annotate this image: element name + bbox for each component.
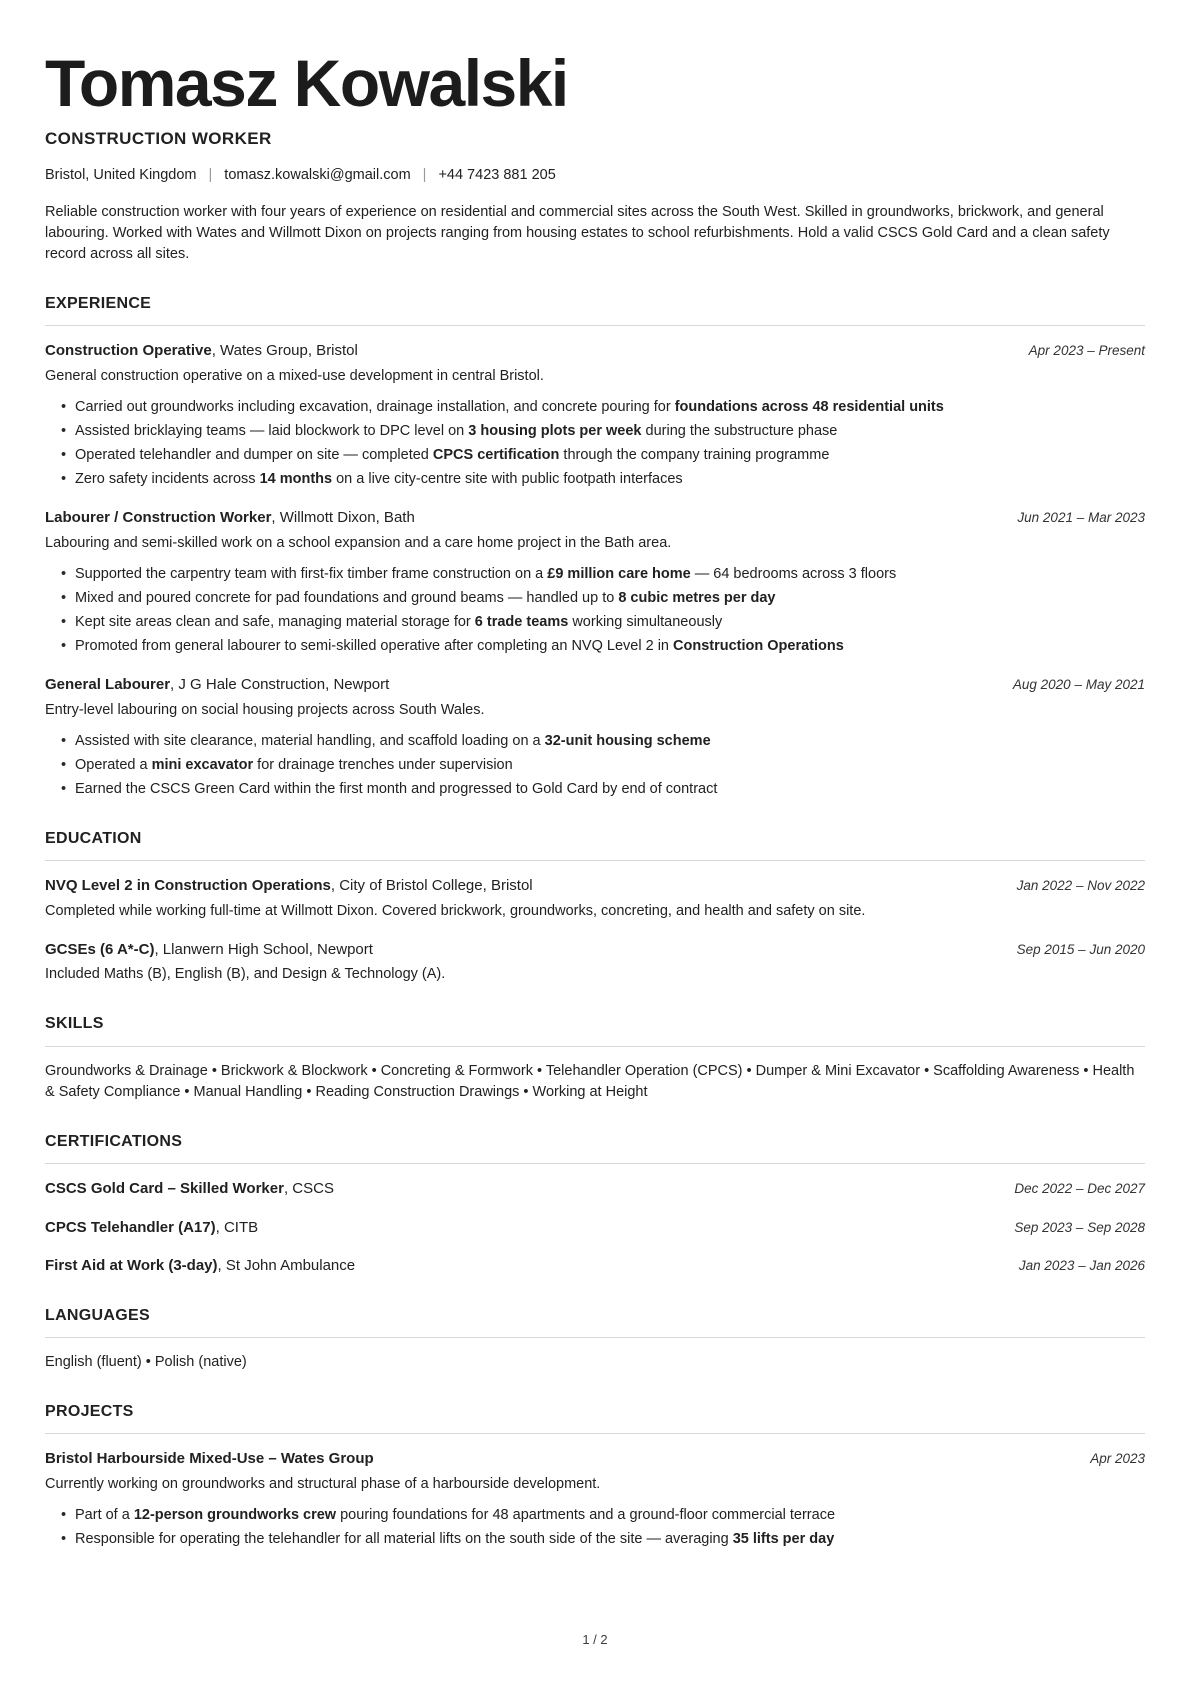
- entry-header: [45, 1255, 1145, 1277]
- entry-date: Sep 2015 – Jun 2020: [1016, 941, 1145, 957]
- entry-header: [45, 1217, 1145, 1239]
- summary-paragraph: Reliable construction worker with four years of experience on residential and commercial sites across the South West. Skilled in groundworks, brickwork, and general labouring. Worked with Wates and Willmott Dixon on projects ranging from housing estates to school refurbishments. Hold a valid CSCS Gold Card and a clean safety record across all sites.: [45, 203, 1110, 262]
- page-number: 1 / 2: [582, 1632, 608, 1648]
- bullet-item: • Assisted with site clearance, material handling, and scaffold loading on a 32-unit housing scheme: [45, 731, 1145, 752]
- experience-entry: [45, 507, 1145, 657]
- entry-description: Completed while working full-time at Willmott Dixon. Covered brickwork, groundworks, concreting, and health and safety on site.: [45, 902, 866, 919]
- entry-description: Currently working on groundworks and structural phase of a harbourside development.: [45, 1476, 601, 1493]
- person-name: Tomasz Kowalski: [45, 46, 568, 120]
- entry-title: [45, 1448, 374, 1470]
- entry-title-bold: Labourer / Construction Worker: [45, 509, 272, 527]
- contact-line: [45, 165, 1145, 186]
- section-heading-languages: LANGUAGES: [45, 1304, 1145, 1338]
- entry-header: [45, 507, 1145, 529]
- languages-list: English (fluent) • Polish (native): [45, 1354, 247, 1371]
- entry-bullet-list: [45, 564, 1145, 657]
- bullet-item: • Kept site areas clean and safe, managing material storage for 6 trade teams working simultaneously: [45, 612, 1145, 633]
- section-languages: [45, 1304, 1145, 1373]
- entry-title-bold: CPCS Telehandler (A17): [45, 1218, 216, 1236]
- skills-list: Groundworks & Drainage • Brickwork & Blockwork • Concreting & Formwork • Telehandler Operation (CPCS) • Dumper & Mini Excavator • Scaffolding Awareness • Health & Safety Compliance • Manual Handling • Reading Construction Drawings • Working at Height: [45, 1062, 1135, 1100]
- contact-email: tomasz.kowalski@gmail.com: [224, 166, 411, 183]
- entry-header: [45, 875, 1145, 897]
- experience-entry: [45, 674, 1145, 800]
- bullet-item: • Carried out groundworks including excavation, drainage installation, and concrete pouring for foundations across 48 residential units: [45, 397, 1145, 418]
- section-certifications: [45, 1130, 1145, 1277]
- section-experience: [45, 292, 1145, 800]
- entry-title: GCSEs (6 A*-C), Llanwern High School, Newport: [45, 940, 373, 958]
- entry-bullet-list: [45, 397, 1145, 490]
- bullet-item: • Earned the CSCS Green Card within the first month and progressed to Gold Card by end of contract: [45, 779, 1145, 800]
- bullet-item: • Promoted from general labourer to semi-skilled operative after completing an NVQ Level 2 in Construction Operations: [45, 636, 1145, 657]
- section-heading-projects: PROJECTS: [45, 1400, 1145, 1434]
- section-skills: [45, 1012, 1145, 1102]
- entry-title-bold: Bristol Harbourside Mixed-Use – Wates Group: [45, 1450, 374, 1468]
- contact-separator: [423, 165, 427, 186]
- entry-date: Apr 2023: [1090, 1451, 1145, 1467]
- entry-title-bold: General Labourer: [45, 675, 171, 693]
- section-projects: [45, 1400, 1145, 1550]
- bullet-item: • Operated a mini excavator for drainage trenches under supervision: [45, 755, 1145, 776]
- entry-date: Sep 2023 – Sep 2028: [1014, 1219, 1145, 1235]
- bullet-item: • Part of a 12-person groundworks crew pouring foundations for 48 apartments and a ground-floor commercial terrace: [45, 1505, 1145, 1526]
- contact-phone: +44 7423 881 205: [438, 166, 556, 183]
- entry-title-bold: CSCS Gold Card – Skilled Worker: [45, 1179, 284, 1197]
- section-heading-experience: EXPERIENCE: [45, 292, 1145, 326]
- entry-title: NVQ Level 2 in Construction Operations, City of Bristol College, Bristol: [45, 876, 533, 894]
- entry-bullet-list: [45, 731, 1145, 800]
- entry-date: Aug 2020 – May 2021: [1012, 676, 1145, 692]
- entry-title-bold: GCSEs (6 A*-C): [45, 940, 155, 958]
- bullet-item: • Zero safety incidents across 14 months on a live city-centre site with public footpath interfaces: [45, 469, 1145, 490]
- bullet-item: • Assisted bricklaying teams — laid blockwork to DPC level on 3 housing plots per week during the substructure phase: [45, 421, 1145, 442]
- bullet-item: • Mixed and poured concrete for pad foundations and ground beams — handled up to 8 cubic metres per day: [45, 588, 1145, 609]
- education-entry: [45, 875, 1145, 922]
- bullet-item: • Supported the carpentry team with first-fix timber frame construction on a £9 million care home — 64 bedrooms across 3 floors: [45, 564, 1145, 585]
- section-heading-skills: SKILLS: [45, 1012, 1145, 1046]
- section-heading-education: EDUCATION: [45, 827, 1145, 861]
- entry-description: Labouring and semi-skilled work on a school expansion and a care home project in the Bath area.: [45, 534, 672, 551]
- entry-title: First Aid at Work (3-day), St John Ambulance: [45, 1257, 356, 1275]
- entry-title: CPCS Telehandler (A17), CITB: [45, 1218, 259, 1236]
- entry-title-bold: First Aid at Work (3-day): [45, 1257, 218, 1275]
- entry-date: Jun 2021 – Mar 2023: [1017, 510, 1145, 526]
- contact-location: Bristol, United Kingdom: [45, 166, 197, 183]
- certifications-entry: [45, 1178, 1145, 1200]
- contact-separator: [209, 165, 213, 186]
- entry-date: Apr 2023 – Present: [1028, 343, 1145, 359]
- certifications-entry: [45, 1217, 1145, 1239]
- entry-description: General construction operative on a mixed-use development in central Bristol.: [45, 367, 544, 384]
- entry-date: Jan 2023 – Jan 2026: [1018, 1258, 1145, 1274]
- bullet-item: • Operated telehandler and dumper on site — completed CPCS certification through the company training programme: [45, 445, 1145, 466]
- entry-title: Labourer / Construction Worker, Willmott Dixon, Bath: [45, 509, 415, 527]
- entry-header: [45, 939, 1145, 961]
- projects-entry: [45, 1448, 1145, 1550]
- entry-header: [45, 674, 1145, 696]
- section-education: [45, 827, 1145, 986]
- education-entry: [45, 939, 1145, 986]
- experience-entry: [45, 340, 1145, 490]
- resume-header: [45, 46, 1145, 186]
- entry-date: Dec 2022 – Dec 2027: [1014, 1180, 1145, 1196]
- entry-bullet-list: [45, 1505, 1145, 1550]
- entry-title-bold: NVQ Level 2 in Construction Operations: [45, 876, 331, 894]
- entry-description: Entry-level labouring on social housing projects across South Wales.: [45, 701, 485, 718]
- job-title: CONSTRUCTION WORKER: [45, 129, 272, 149]
- entry-date: Jan 2022 – Nov 2022: [1016, 877, 1145, 893]
- certifications-entry: [45, 1255, 1145, 1277]
- entry-description: Included Maths (B), English (B), and Design & Technology (A).: [45, 966, 446, 983]
- section-heading-certifications: CERTIFICATIONS: [45, 1130, 1145, 1164]
- resume-sections: [45, 292, 1145, 1550]
- entry-header: [45, 1178, 1145, 1200]
- bullet-item: • Responsible for operating the telehandler for all material lifts on the south side of the site — averaging 35 lifts per day: [45, 1529, 1145, 1550]
- entry-header: [45, 340, 1145, 362]
- entry-title: CSCS Gold Card – Skilled Worker, CSCS: [45, 1179, 334, 1197]
- entry-title: General Labourer, J G Hale Construction, Newport: [45, 675, 390, 693]
- entry-header: [45, 1448, 1145, 1470]
- entry-title-bold: Construction Operative: [45, 342, 212, 360]
- entry-title: Construction Operative, Wates Group, Bristol: [45, 342, 358, 360]
